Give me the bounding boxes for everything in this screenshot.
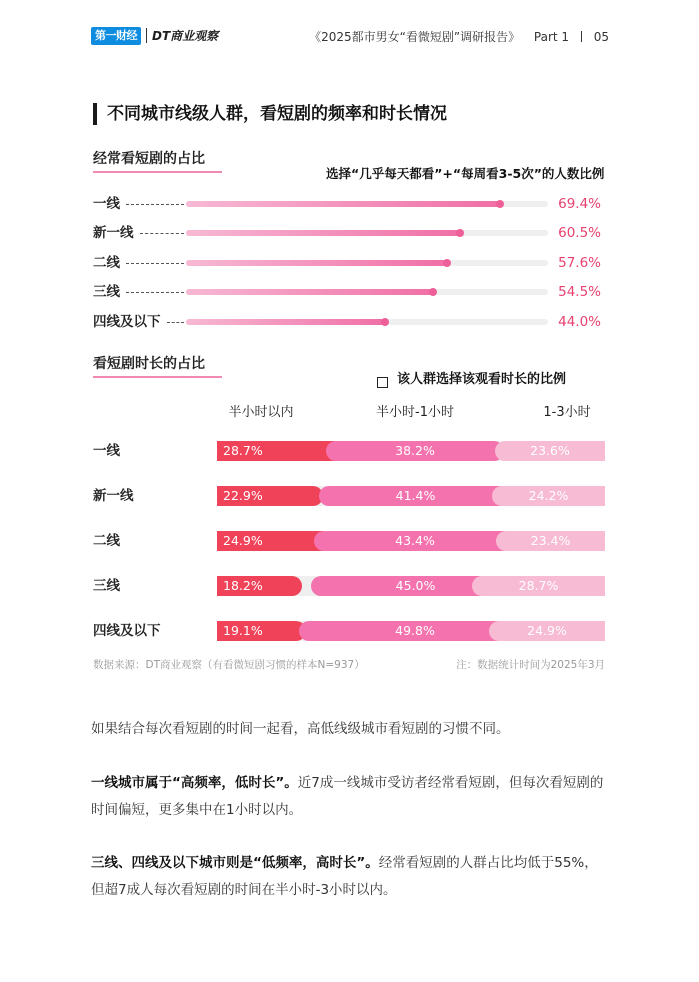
page-title: 不同城市线级人群，看短剧的频率和时长情况	[107, 104, 447, 124]
paragraph-tier1	[91, 770, 609, 824]
header-divider	[581, 31, 582, 42]
frequency-bar	[186, 319, 385, 325]
duration-bar-half-to-one-hour: 43.4%	[314, 531, 516, 551]
paragraph-lower-tier-text: 经常看短剧的人群占比均低于55%，但超7成人每次看短剧的时间在半小时-3小时以内。	[91, 855, 598, 898]
duration-bar-half-to-one-hour: 49.8%	[299, 621, 531, 641]
frequency-category-label: 四线及以下	[93, 314, 161, 330]
frequency-category-label: 三线	[93, 284, 120, 300]
duration-bar-under-half-hour: 19.1%	[217, 621, 306, 641]
frequency-bar	[186, 201, 500, 207]
duration-bar-under-half-hour: 28.7%	[217, 441, 350, 461]
duration-bar-one-to-three-hours: 24.9%	[489, 621, 605, 641]
frequency-leader-line	[126, 204, 184, 205]
duration-bar-under-half-hour: 24.9%	[217, 531, 333, 551]
yicai-logo: 第一财经	[91, 27, 141, 45]
paragraph-lower-tier	[91, 850, 609, 904]
paragraph-lower-tier-lead: 三线、四线及以下城市则是“低频率，高时长”。	[91, 855, 379, 871]
chart2-title: 看短剧时长的占比	[93, 356, 205, 372]
frequency-value-label: 60.5%	[558, 225, 601, 241]
frequency-category-label: 一线	[93, 196, 120, 212]
frequency-category-label: 新一线	[93, 225, 134, 241]
duration-bar-half-to-one-hour: 41.4%	[319, 486, 512, 506]
paragraph-tier1-text: 近7成一线城市受访者经常看短剧，但每次看短剧的时间偏短，更多集中在1小时以内。	[91, 775, 604, 818]
data-source: 数据来源：DT商业观察（有看微短剧习惯的样本N=937）	[93, 659, 365, 671]
frequency-bar	[186, 289, 433, 295]
frequency-leader-line	[140, 233, 184, 234]
chart1-note: 选择“几乎每天都看”+“每周看3-5次”的人数比例	[326, 166, 605, 181]
frequency-category-label: 二线	[93, 255, 120, 271]
chart2-title-underline	[93, 376, 222, 378]
frequency-bar-end-dot	[443, 259, 451, 267]
frequency-leader-line	[167, 322, 184, 323]
duration-bar-one-to-three-hours: 23.4%	[496, 531, 605, 551]
frequency-value-label: 69.4%	[558, 196, 601, 212]
frequency-bar	[186, 260, 447, 266]
duration-category-label: 四线及以下	[93, 623, 161, 639]
dt-logo: DT商业观察	[152, 29, 219, 43]
part-label: Part 1	[533, 30, 570, 44]
column-header-one-to-three-hours: 1-3小时	[543, 405, 591, 420]
chart1-title-underline	[93, 171, 222, 173]
paragraph-intro: 如果结合每次看短剧的时间一起看，高低线级城市看短剧的习惯不同。	[91, 721, 510, 737]
duration-bar-half-to-one-hour: 45.0%	[311, 576, 520, 596]
frequency-bar	[186, 230, 460, 236]
duration-category-label: 新一线	[93, 488, 134, 504]
frequency-bar-end-dot	[456, 229, 464, 237]
frequency-value-label: 44.0%	[558, 314, 601, 330]
paragraph-tier1-lead: 一线城市属于“高频率，低时长”。	[91, 775, 298, 791]
report-title: 《2025都市男女“看微短剧”调研报告》	[309, 30, 521, 44]
column-header-half-to-one-hour: 半小时-1小时	[376, 405, 454, 420]
duration-category-label: 二线	[93, 533, 120, 549]
frequency-leader-line	[126, 292, 184, 293]
frequency-bar-end-dot	[496, 200, 504, 208]
chart1-title: 经常看短剧的占比	[93, 151, 205, 167]
duration-bar-one-to-three-hours: 23.6%	[495, 441, 605, 461]
duration-bar-under-half-hour: 18.2%	[217, 576, 302, 596]
page-number: 05	[593, 30, 609, 44]
duration-bar-one-to-three-hours: 24.2%	[492, 486, 605, 506]
data-footnote: 注：数据统计时间为2025年3月	[456, 659, 605, 671]
chart2-legend-note: 该人群选择该观看时长的比例	[397, 372, 567, 387]
frequency-value-label: 54.5%	[558, 284, 601, 300]
duration-bar-one-to-three-hours: 28.7%	[472, 576, 605, 596]
report-header	[309, 29, 609, 45]
frequency-value-label: 57.6%	[558, 255, 601, 271]
legend-checkbox-icon	[377, 377, 388, 388]
duration-category-label: 三线	[93, 578, 120, 594]
duration-bar-under-half-hour: 22.9%	[217, 486, 323, 506]
column-header-under-half-hour: 半小时以内	[228, 405, 294, 420]
logo-divider	[146, 28, 147, 43]
frequency-bar-end-dot	[381, 318, 389, 326]
title-marker	[93, 103, 97, 125]
frequency-leader-line	[126, 263, 184, 264]
duration-bar-half-to-one-hour: 38.2%	[326, 441, 504, 461]
frequency-bar-end-dot	[429, 288, 437, 296]
duration-category-label: 一线	[93, 443, 120, 459]
